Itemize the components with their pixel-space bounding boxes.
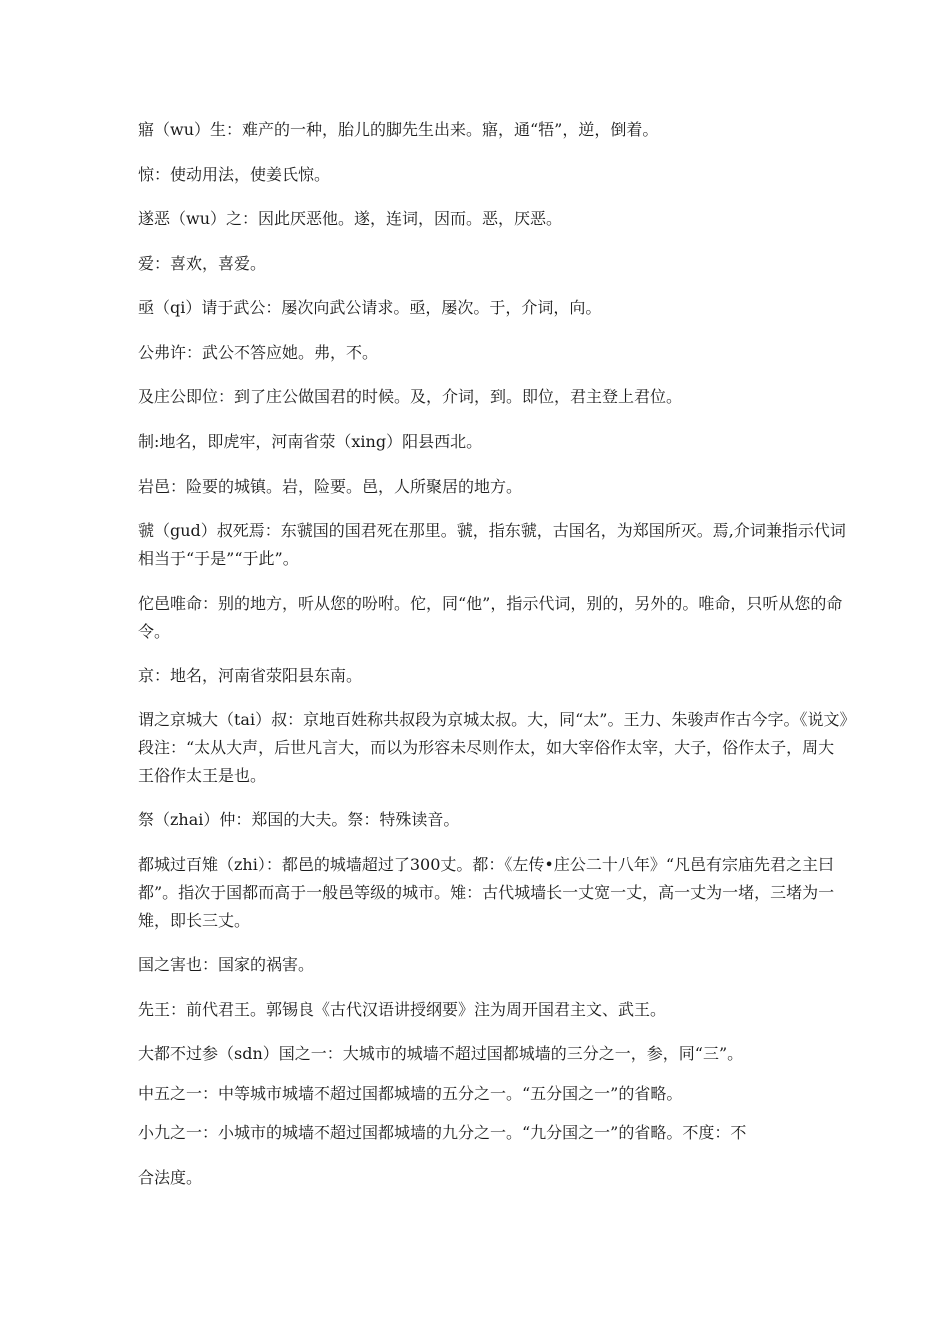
paragraph-dadu: 大都不过参（sdn）国之一：大城市的城墙不超过国都城墙的三分之一，参，同“三”。 — [138, 1044, 744, 1063]
paragraph-jing: 惊：使动用法，使姜氏惊。 — [138, 165, 331, 184]
paragraph-ai: 爱：喜欢，喜爱。 — [138, 254, 267, 273]
paragraph-zhongwu: 中五之一：中等城市城墙不超过国都城墙的五分之一。“五分国之一”的省略。 — [138, 1084, 683, 1103]
paragraph-tuoyi: 佗邑唯命：别的地方，听从您的吩咐。佗，同“他”，指示代词，别的，另外的。唯命，只听从您的命令。 — [138, 594, 843, 641]
paragraph-gongfuxu: 公弗许：武公不答应她。弗，不。 — [138, 343, 379, 362]
paragraph-yanyi: 岩邑：险要的城镇。岩，险要。邑，人所聚居的地方。 — [138, 477, 523, 496]
paragraph-qiqing: 亟（qi）请于武公：屡次向武公请求。亟，屡次。于，介词，向。 — [138, 298, 602, 317]
paragraph-xianwang: 先王：前代君王。郭锡良《古代汉语讲授纲要》注为周开国君主文、武王。 — [138, 1000, 667, 1019]
paragraph-guozhihai: 国之害也：国家的祸害。 — [138, 955, 315, 974]
paragraph-zhaizhong: 祭（zhai）仲：郑国的大夫。祭：特殊读音。 — [138, 810, 460, 829]
paragraph-guoshu: 虢（gud）叔死焉：东虢国的国君死在那里。虢，指东虢，古国名，为郑国所灭。焉,介词兼指示代词相当于“于是”“于此”。 — [138, 521, 846, 568]
paragraph-hefadu: 合法度。 — [138, 1168, 203, 1187]
paragraph-suiwuzhi: 遂恶（wu）之：因此厌恶他。遂，连词，因而。恶，厌恶。 — [138, 209, 563, 228]
paragraph-zhi-place: 制:地名，即虎牢，河南省荥（xing）阳县西北。 — [138, 432, 483, 451]
paragraph-jiweii: 及庄公即位：到了庄公做国君的时候。及，介词，到。即位，君主登上君位。 — [138, 387, 683, 406]
paragraph-baizhi: 都城过百雉（zhi）：都邑的城墙超过了300丈。都：《左传•庄公二十八年》“凡邑有宗庙先君之主曰都”。指次于国都而高于一般邑等级的城市。雉：古代城墙长一丈宽一丈，高一丈为一堵，三堵为一雉，即长三丈。 — [138, 855, 835, 930]
paragraph-taishu: 谓之京城大（tai）叔：京地百姓称共叔段为京城太叔。大，同“太”。王力、朱骏声作古今字。《说文》段注：“太从大声，后世凡言大，而以为形容未尽则作太，如大宰俗作太宰，大子，俗作太子，周大王俗作太王是也。 — [138, 710, 848, 785]
paragraph-jing-place: 京：地名，河南省荥阳县东南。 — [138, 666, 363, 685]
paragraph-wusheng: 寤（wu）生：难产的一种，胎儿的脚先生出来。寤，通“牾”，逆，倒着。 — [138, 120, 659, 139]
paragraph-xiaojiu: 小九之一：小城市的城墙不超过国都城墙的九分之一。“九分国之一”的省略。不度：不 — [138, 1123, 747, 1142]
